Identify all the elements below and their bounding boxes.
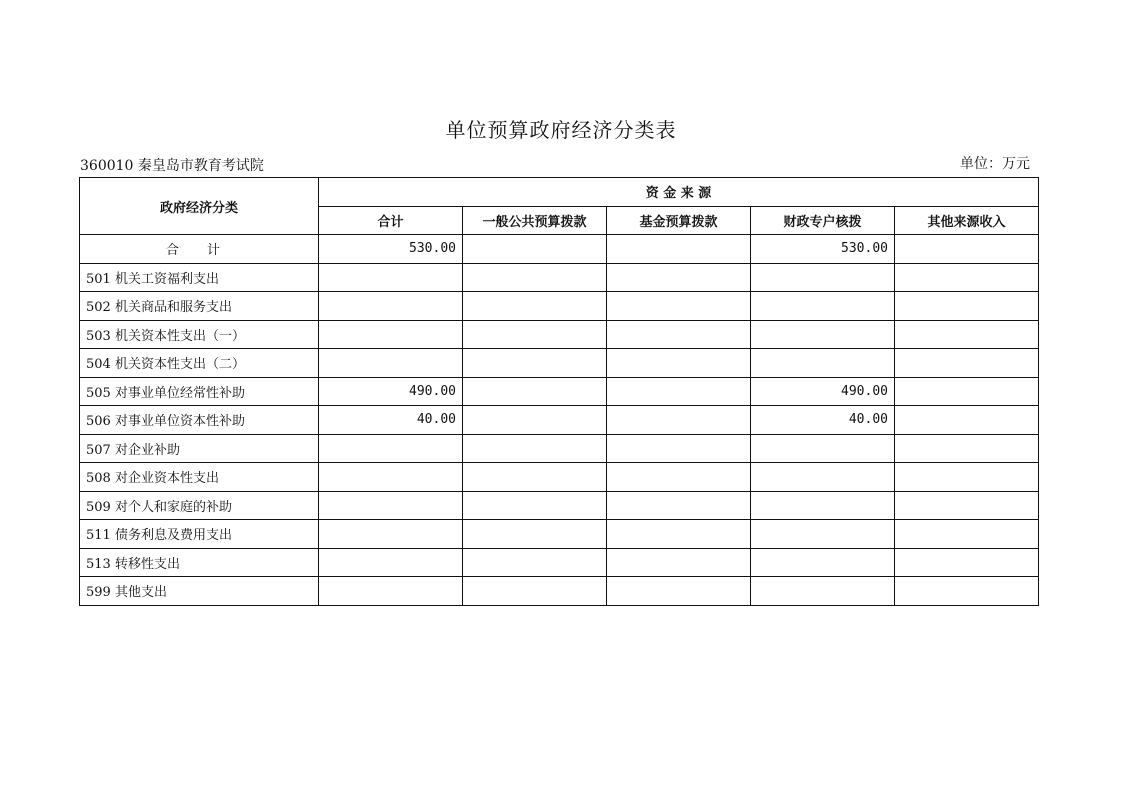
table-cell: 530.00 — [751, 235, 895, 264]
table-row — [80, 463, 1039, 492]
table-cell — [319, 320, 463, 349]
table-cell — [463, 548, 607, 577]
budget-table — [79, 177, 1039, 606]
table-cell — [463, 235, 607, 264]
table-cell — [607, 548, 751, 577]
table-cell — [895, 377, 1039, 406]
column-header: 财政专户核拨 — [751, 206, 895, 235]
table-cell — [895, 548, 1039, 577]
table-cell — [751, 349, 895, 378]
table-cell — [751, 491, 895, 520]
table-cell — [319, 434, 463, 463]
table-cell — [463, 263, 607, 292]
page-title: 单位预算政府经济分类表 — [445, 118, 677, 142]
category-label: 509 对个人和家庭的补助 — [80, 491, 319, 520]
table-cell — [751, 577, 895, 606]
table-cell — [607, 349, 751, 378]
table-cell — [319, 520, 463, 549]
total-label: 合 计 — [80, 235, 319, 264]
table-row — [80, 349, 1039, 378]
table-cell — [751, 263, 895, 292]
table-cell — [463, 406, 607, 435]
table-cell — [895, 235, 1039, 264]
category-label: 511 债务利息及费用支出 — [80, 520, 319, 549]
table-cell — [751, 520, 895, 549]
table-cell — [319, 292, 463, 321]
category-label: 501 机关工资福利支出 — [80, 263, 319, 292]
table-cell — [895, 292, 1039, 321]
table-cell — [607, 292, 751, 321]
table-cell: 40.00 — [319, 406, 463, 435]
table-row — [80, 377, 1039, 406]
table-row — [80, 406, 1039, 435]
category-label: 513 转移性支出 — [80, 548, 319, 577]
table-cell — [751, 463, 895, 492]
table-row — [80, 292, 1039, 321]
table-cell — [895, 491, 1039, 520]
table-cell: 490.00 — [751, 377, 895, 406]
table-cell — [319, 263, 463, 292]
table-cell — [319, 491, 463, 520]
table-cell — [751, 434, 895, 463]
table-cell — [463, 434, 607, 463]
funding-source-header: 资 金 来 源 — [319, 178, 1039, 207]
table-cell: 490.00 — [319, 377, 463, 406]
table-cell — [607, 235, 751, 264]
table-row — [80, 577, 1039, 606]
table-cell — [319, 463, 463, 492]
table-row — [80, 548, 1039, 577]
table-cell — [463, 320, 607, 349]
table-row — [80, 263, 1039, 292]
table-cell — [607, 263, 751, 292]
table-cell — [607, 520, 751, 549]
table-row — [80, 520, 1039, 549]
table-header-row — [80, 178, 1039, 207]
category-label: 505 对事业单位经常性补助 — [80, 377, 319, 406]
table-cell — [607, 434, 751, 463]
table-cell — [607, 406, 751, 435]
table-cell — [607, 463, 751, 492]
table-cell — [751, 320, 895, 349]
column-header: 其他来源收入 — [895, 206, 1039, 235]
table-cell — [319, 577, 463, 606]
table-cell — [319, 349, 463, 378]
category-label: 503 机关资本性支出（一） — [80, 320, 319, 349]
category-label: 508 对企业资本性支出 — [80, 463, 319, 492]
table-cell — [607, 320, 751, 349]
category-label: 507 对企业补助 — [80, 434, 319, 463]
table-cell — [751, 292, 895, 321]
table-cell — [895, 434, 1039, 463]
organization-label: 360010 秦皇岛市教育考试院 — [80, 158, 264, 174]
table-cell — [895, 263, 1039, 292]
table-cell — [463, 377, 607, 406]
table-cell — [463, 520, 607, 549]
table-cell: 530.00 — [319, 235, 463, 264]
table-cell — [607, 491, 751, 520]
table-cell — [607, 577, 751, 606]
table-cell — [463, 349, 607, 378]
table-cell — [607, 377, 751, 406]
table-cell — [463, 463, 607, 492]
table-cell — [895, 520, 1039, 549]
category-label: 506 对事业单位资本性补助 — [80, 406, 319, 435]
column-header: 一般公共预算拨款 — [463, 206, 607, 235]
table-cell: 40.00 — [751, 406, 895, 435]
table-cell — [751, 548, 895, 577]
table-cell — [319, 548, 463, 577]
total-row — [80, 235, 1039, 264]
table-cell — [895, 320, 1039, 349]
category-label: 504 机关资本性支出（二） — [80, 349, 319, 378]
category-label: 502 机关商品和服务支出 — [80, 292, 319, 321]
column-header: 合计 — [319, 206, 463, 235]
table-cell — [895, 577, 1039, 606]
table-cell — [895, 349, 1039, 378]
unit-label: 单位：万元 — [960, 156, 1030, 172]
table-cell — [463, 491, 607, 520]
table-cell — [463, 577, 607, 606]
column-header: 基金预算拨款 — [607, 206, 751, 235]
table-row — [80, 320, 1039, 349]
table-cell — [463, 292, 607, 321]
table-cell — [895, 463, 1039, 492]
table-cell — [895, 406, 1039, 435]
table-row — [80, 434, 1039, 463]
category-header: 政府经济分类 — [80, 178, 319, 235]
table-row — [80, 491, 1039, 520]
category-label: 599 其他支出 — [80, 577, 319, 606]
